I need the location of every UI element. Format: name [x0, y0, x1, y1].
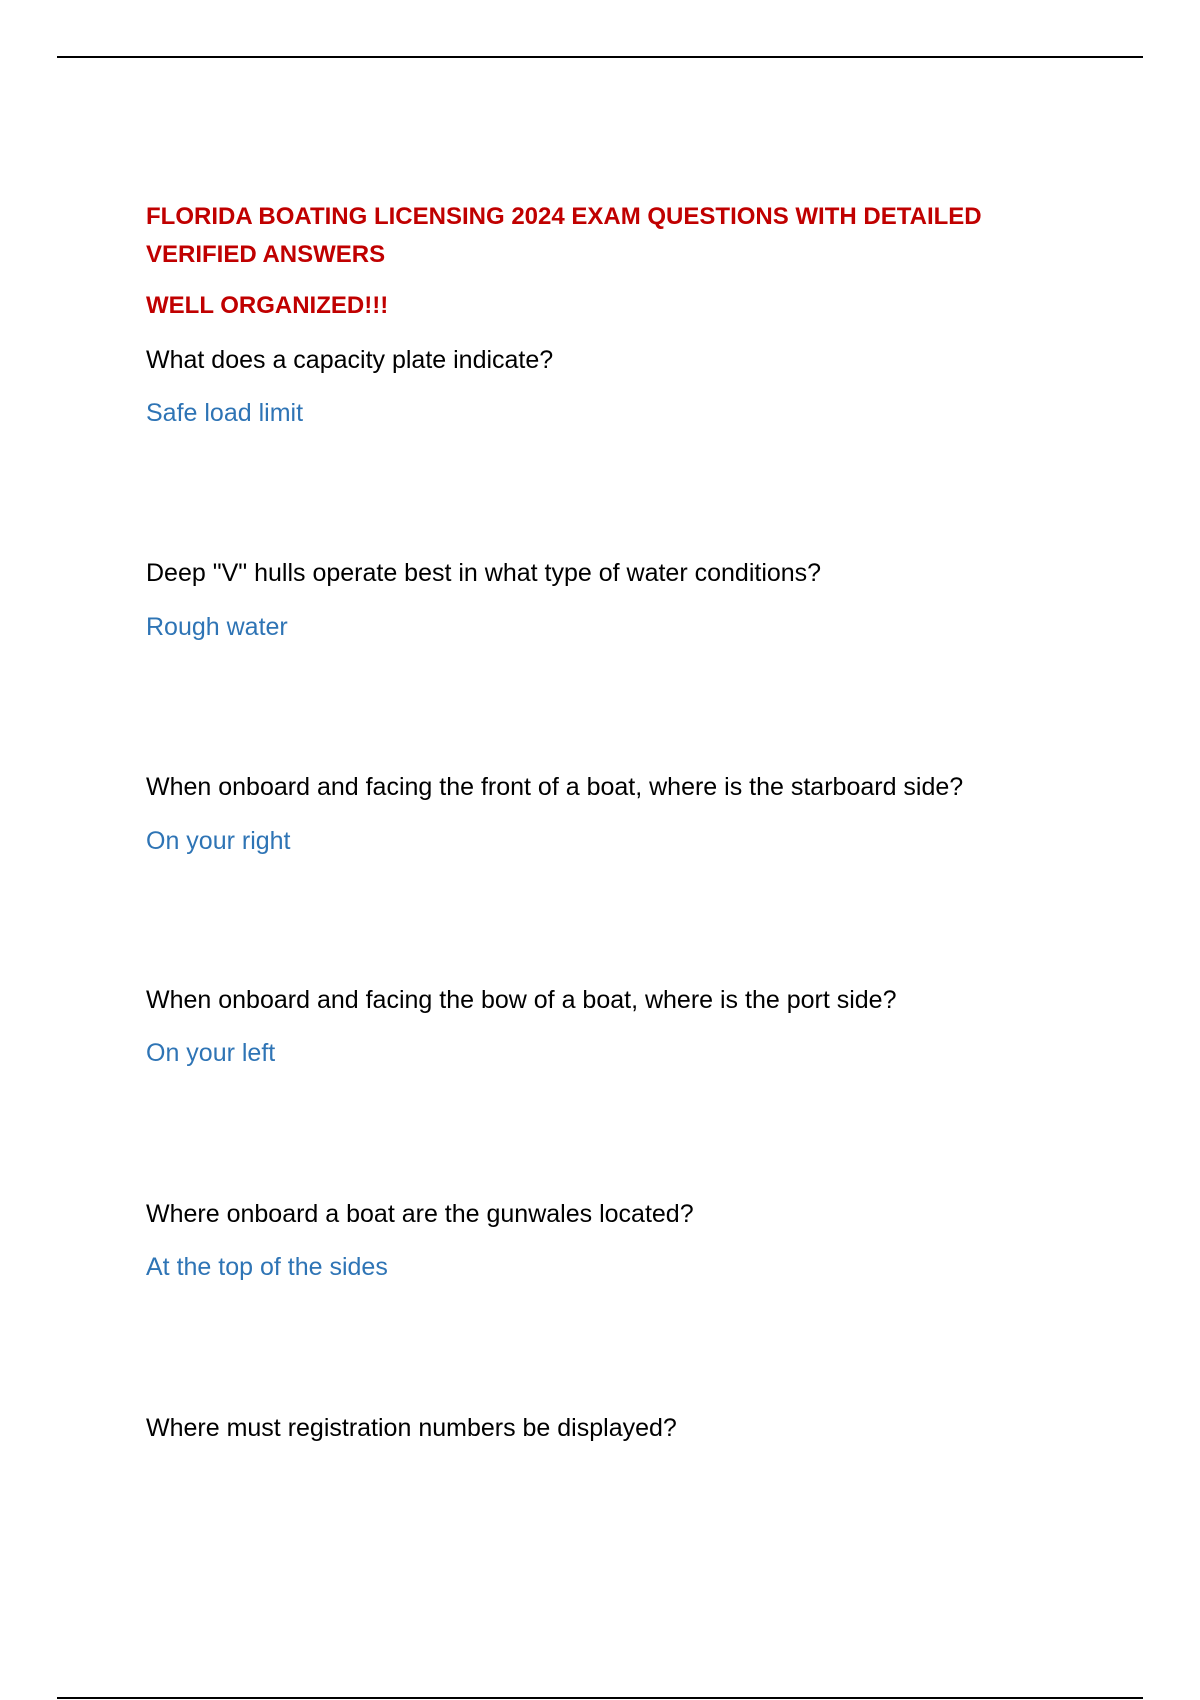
answer-4: On your left [146, 1039, 276, 1067]
question-2: Deep "V" hulls operate best in what type of water conditions? [146, 559, 822, 587]
header-rule [57, 56, 1143, 58]
question-3: When onboard and facing the front of a boat, where is the starboard side? [146, 773, 964, 801]
document-subtitle: WELL ORGANIZED!!! [146, 292, 389, 319]
answer-1: Safe load limit [146, 399, 304, 427]
footer-rule [57, 1697, 1143, 1699]
question-5: Where onboard a boat are the gunwales located? [146, 1200, 694, 1228]
question-4: When onboard and facing the bow of a boat, where is the port side? [146, 986, 897, 1014]
question-6: Where must registration numbers be displayed? [146, 1414, 677, 1442]
document-title: FLORIDA BOATING LICENSING 2024 EXAM QUESTIONS WITH DETAILED VERIFIED ANSWERS [146, 203, 982, 268]
answer-3: On your right [146, 827, 291, 855]
question-1: What does a capacity plate indicate? [146, 346, 554, 374]
answer-2: Rough water [146, 613, 288, 641]
answer-5: At the top of the sides [146, 1253, 388, 1281]
